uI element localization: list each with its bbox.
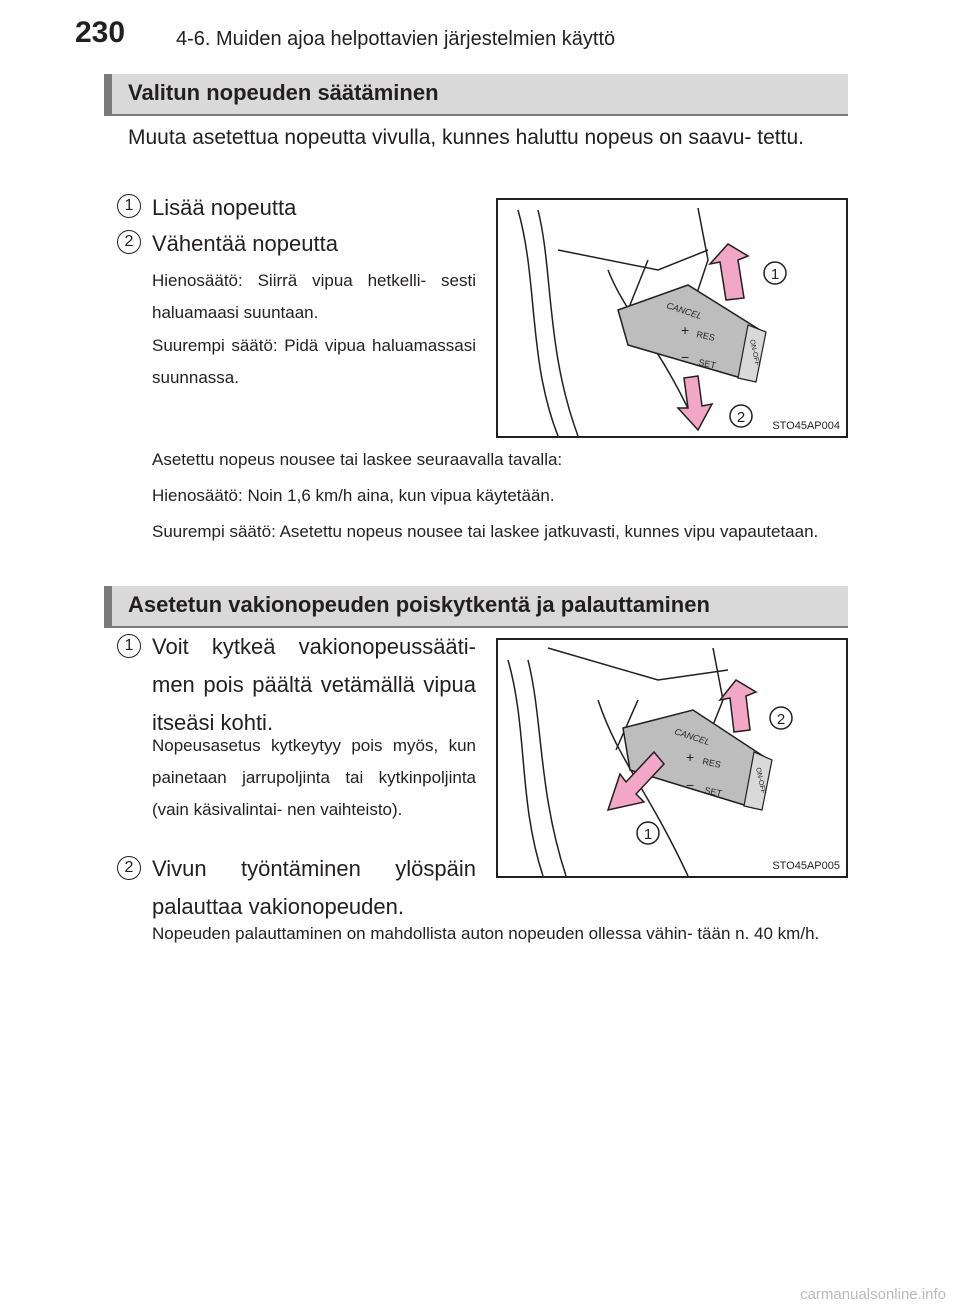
lever-cancel-label: CANCEL xyxy=(673,726,712,748)
section-heading-speed-adjust xyxy=(104,74,848,116)
item-number-badge: 2 xyxy=(117,856,141,880)
arrow-up-icon xyxy=(710,244,748,300)
page-number: 230 xyxy=(75,16,126,49)
note-coarse-adjust: Suurempi säätö: Asetettu nopeus nousee tai laskee jatkuvasti, kunnes vipu vapautetaan. xyxy=(152,522,819,541)
section-heading-cancel-resume xyxy=(104,586,848,628)
item-number-badge: 1 xyxy=(117,634,141,658)
figure-code: STO45AP004 xyxy=(772,420,840,432)
callout-1: 1 xyxy=(770,266,780,283)
heading-accent xyxy=(104,586,112,626)
lever-minus-label: − xyxy=(686,777,695,793)
note-speed-change: Asetettu nopeus nousee tai laskee seuraavalla tavalla: xyxy=(152,450,563,469)
callout-2: 2 xyxy=(736,409,746,426)
lever-plus-label: + xyxy=(681,322,690,338)
item-increase-speed: Lisää nopeutta xyxy=(152,195,297,220)
lever-cancel-label: CANCEL xyxy=(665,300,704,322)
lever-res-label: RES xyxy=(695,329,716,343)
item-cancel-text: Voit kytkeä vakionopeussääti- men pois päältä vetämällä vipua itseäsi kohti. xyxy=(152,634,476,735)
lever-set-label: SET xyxy=(697,357,717,371)
callout-2: 2 xyxy=(776,711,786,728)
lever-plus-label: + xyxy=(686,749,695,765)
item-number-badge: 2 xyxy=(117,230,141,254)
watermark: carmanualsonline.info xyxy=(800,1286,946,1303)
heading-accent xyxy=(104,74,112,114)
lever-minus-label: − xyxy=(681,349,690,365)
arrow-up-icon xyxy=(720,680,756,732)
figure-lever-cancel-resume xyxy=(496,638,848,878)
lever-res-label: RES xyxy=(701,756,722,770)
cancel-subtext: Nopeusasetus kytkeytyy pois myös, kun painetaan jarrupoljinta tai kytkinpoljinta (vain käsivalintai- nen vaihteisto). xyxy=(152,736,476,819)
section-heading-label: Asetetun vakionopeuden poiskytkentä ja palauttaminen xyxy=(128,592,710,617)
resume-speed-note: Nopeuden palauttaminen on mahdollista auton nopeuden ollessa vähin- tään n. 40 km/h. xyxy=(152,924,820,943)
lever-onoff-label: ON-OFF xyxy=(748,338,761,367)
item-decrease-speed: Vähentää nopeutta xyxy=(152,231,338,256)
item-number-badge: 1 xyxy=(117,194,141,218)
fine-adjust-text: Hienosäätö: Siirrä vipua hetkelli- sesti haluamaasi suuntaan. xyxy=(152,271,476,322)
section-heading-label: Valitun nopeuden säätäminen xyxy=(128,80,439,105)
chapter-title: 4-6. Muiden ajoa helpottavien järjestelmien käyttö xyxy=(176,28,616,50)
item-resume-text: Vivun työntäminen ylöspäin palauttaa vakionopeuden. xyxy=(152,856,476,919)
lever-set-label: SET xyxy=(703,785,723,799)
lever-onoff-label: ON-OFF xyxy=(754,766,767,795)
lever-illustration xyxy=(498,640,846,876)
coarse-adjust-text: Suurempi säätö: Pidä vipua haluamassasi suunnassa. xyxy=(152,336,476,387)
lever-illustration xyxy=(498,200,846,436)
figure-lever-speed-adjust xyxy=(496,198,848,438)
arrow-down-icon xyxy=(678,376,712,430)
note-fine-adjust: Hienosäätö: Noin 1,6 km/h aina, kun vipua käytetään. xyxy=(152,486,555,505)
intro-paragraph: Muuta asetettua nopeutta vivulla, kunnes haluttu nopeus on saavu- tettu. xyxy=(128,126,804,149)
figure-code: STO45AP005 xyxy=(772,860,840,872)
callout-1: 1 xyxy=(643,826,653,843)
